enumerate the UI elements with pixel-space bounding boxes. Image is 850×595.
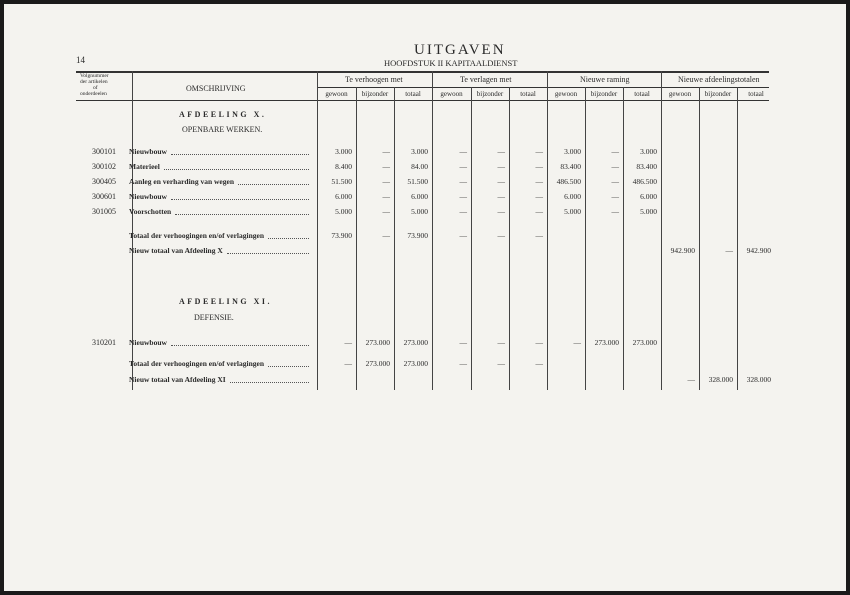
- row-label: Nieuwbouw: [129, 338, 167, 347]
- value-cell: —: [535, 177, 543, 186]
- totaal-cell: —: [382, 231, 390, 240]
- column-rule: [699, 87, 700, 390]
- column-rule: [356, 87, 357, 390]
- group-te-verlagen: Te verlagen met: [460, 75, 512, 84]
- value-cell: 51.500: [407, 177, 428, 186]
- value-cell: —: [344, 338, 352, 347]
- value-cell: 273.000: [403, 338, 428, 347]
- value-cell: 486.500: [632, 177, 657, 186]
- value-cell: 8.400: [335, 162, 352, 171]
- totaal-cell: —: [459, 231, 467, 240]
- group-nieuwe-totalen: Nieuwe afdeelingstotalen: [678, 75, 760, 84]
- value-cell: —: [611, 207, 619, 216]
- dot-leader: [171, 345, 309, 346]
- value-cell: 6.000: [411, 192, 428, 201]
- section-x-subtitle: OPENBARE WERKEN.: [182, 125, 263, 134]
- subheader-totaal: totaal: [520, 90, 536, 98]
- totaal-label: Totaal der verhoogingen en/of verlagingen: [129, 231, 264, 240]
- section-xi-subtitle: DEFENSIE.: [194, 313, 234, 322]
- dot-leader: [227, 253, 309, 254]
- subheader-bijzonder: bijzonder: [704, 90, 732, 98]
- column-rule: [585, 87, 586, 390]
- totaal-cell: 273.000: [365, 359, 390, 368]
- totaal-cell: 273.000: [403, 359, 428, 368]
- subheader-gewoon: gewoon: [440, 90, 463, 98]
- nieuw-totaal-cell: 942.900: [670, 246, 695, 255]
- dot-leader: [171, 154, 309, 155]
- value-cell: —: [497, 147, 505, 156]
- value-cell: —: [382, 192, 390, 201]
- volgnummer-line-3: of: [93, 85, 98, 91]
- value-cell: 3.000: [411, 147, 428, 156]
- dot-leader: [175, 214, 309, 215]
- value-cell: 6.000: [564, 192, 581, 201]
- value-cell: —: [497, 207, 505, 216]
- subheader-gewoon: gewoon: [325, 90, 348, 98]
- nieuw-totaal-label: Nieuw totaal van Afdeeling X: [129, 246, 223, 255]
- column-rule: [547, 71, 548, 390]
- document-page: [4, 4, 846, 591]
- value-cell: 273.000: [594, 338, 619, 347]
- value-cell: —: [459, 147, 467, 156]
- value-cell: —: [535, 207, 543, 216]
- value-cell: 6.000: [335, 192, 352, 201]
- value-cell: —: [382, 162, 390, 171]
- subheader-bijzonder: bijzonder: [476, 90, 504, 98]
- header-bottom-rule: [76, 100, 769, 101]
- nieuw-totaal-cell: 328.000: [746, 375, 771, 384]
- subheader-totaal: totaal: [405, 90, 421, 98]
- nieuw-totaal-cell: 328.000: [708, 375, 733, 384]
- value-cell: 6.000: [640, 192, 657, 201]
- value-cell: 51.500: [331, 177, 352, 186]
- omschrijving-header: OMSCHRIJVING: [186, 84, 246, 93]
- header-mid-rule: [317, 87, 769, 88]
- totaal-cell: —: [344, 359, 352, 368]
- value-cell: —: [611, 192, 619, 201]
- subheader-gewoon: gewoon: [554, 90, 578, 98]
- value-cell: —: [459, 207, 467, 216]
- value-cell: —: [459, 162, 467, 171]
- totaal-cell: —: [535, 359, 543, 368]
- value-cell: —: [535, 192, 543, 201]
- row-label: Materieel: [129, 162, 160, 171]
- value-cell: —: [382, 177, 390, 186]
- value-cell: —: [497, 162, 505, 171]
- volgnummer-line-4: onderdeelen: [80, 91, 107, 97]
- value-cell: 5.000: [640, 207, 657, 216]
- value-cell: —: [611, 147, 619, 156]
- value-cell: —: [611, 177, 619, 186]
- section-xi-title: AFDEELING XI.: [179, 297, 272, 306]
- row-label: Nieuwbouw: [129, 147, 167, 156]
- subheader-bijzonder: bijzonder: [590, 90, 618, 98]
- row-label: Nieuwbouw: [129, 192, 167, 201]
- subheader-totaal: totaal: [634, 90, 650, 98]
- totaal-label: Totaal der verhoogingen en/of verlagingen: [129, 359, 264, 368]
- totaal-cell: 73.900: [331, 231, 352, 240]
- row-label: Aanleg en verharding van wegen: [129, 177, 234, 186]
- value-cell: 486.500: [556, 177, 581, 186]
- value-cell: —: [459, 192, 467, 201]
- row-code: 300601: [92, 192, 116, 201]
- value-cell: 5.000: [564, 207, 581, 216]
- value-cell: 83.400: [560, 162, 581, 171]
- header-top-rule: [76, 71, 769, 73]
- value-cell: 84.00: [411, 162, 428, 171]
- row-label: Voorschotten: [129, 207, 172, 216]
- dot-leader: [164, 169, 309, 170]
- group-te-verhoogen: Te verhoogen met: [345, 75, 403, 84]
- page-title: UITGAVEN: [414, 42, 506, 58]
- dot-leader: [171, 199, 309, 200]
- totaal-cell: —: [459, 359, 467, 368]
- value-cell: —: [382, 147, 390, 156]
- column-rule: [394, 87, 395, 390]
- column-rule: [471, 87, 472, 390]
- value-cell: 273.000: [365, 338, 390, 347]
- value-cell: —: [535, 338, 543, 347]
- nieuw-totaal-cell: 942.900: [746, 246, 771, 255]
- nieuw-totaal-cell: —: [725, 246, 733, 255]
- row-code: 301005: [92, 207, 116, 216]
- dot-leader: [230, 382, 309, 383]
- value-cell: —: [573, 338, 581, 347]
- subheader-gewoon: gewoon: [668, 90, 692, 98]
- value-cell: —: [497, 338, 505, 347]
- totaal-cell: 73.900: [407, 231, 428, 240]
- row-code: 300405: [92, 177, 116, 186]
- column-rule: [317, 71, 318, 390]
- value-cell: 5.000: [411, 207, 428, 216]
- value-cell: —: [497, 177, 505, 186]
- column-rule: [661, 71, 662, 390]
- page-number: 14: [76, 55, 85, 65]
- value-cell: —: [459, 338, 467, 347]
- column-rule: [737, 87, 738, 390]
- value-cell: —: [535, 147, 543, 156]
- column-rule: [623, 87, 624, 390]
- value-cell: —: [497, 192, 505, 201]
- dot-leader: [238, 184, 309, 185]
- dot-leader: [268, 238, 309, 239]
- column-rule: [432, 71, 433, 390]
- page-subtitle: HOOFDSTUK II KAPITAALDIENST: [384, 58, 518, 68]
- value-cell: —: [611, 162, 619, 171]
- value-cell: 3.000: [564, 147, 581, 156]
- value-cell: 3.000: [335, 147, 352, 156]
- value-cell: —: [382, 207, 390, 216]
- value-cell: 83.400: [636, 162, 657, 171]
- nieuw-totaal-cell: —: [687, 375, 695, 384]
- value-cell: —: [459, 177, 467, 186]
- value-cell: 273.000: [632, 338, 657, 347]
- volgnummer-line-1: Volgnummer: [80, 73, 109, 79]
- value-cell: 3.000: [640, 147, 657, 156]
- subheader-totaal: totaal: [748, 90, 764, 98]
- row-code: 300102: [92, 162, 116, 171]
- totaal-cell: —: [497, 359, 505, 368]
- group-nieuwe-raming: Nieuwe raming: [580, 75, 630, 84]
- row-code: 300101: [92, 147, 116, 156]
- dot-leader: [268, 366, 309, 367]
- row-code: 310201: [92, 338, 116, 347]
- totaal-cell: —: [497, 231, 505, 240]
- subheader-bijzonder: bijzonder: [361, 90, 389, 98]
- nieuw-totaal-label: Nieuw totaal van Afdeeling XI: [129, 375, 226, 384]
- value-cell: 5.000: [335, 207, 352, 216]
- totaal-cell: —: [535, 231, 543, 240]
- section-x-title: AFDEELING X.: [179, 110, 267, 119]
- column-rule: [509, 87, 510, 390]
- volgnummer-line-2: der artikelen: [80, 79, 108, 85]
- value-cell: —: [535, 162, 543, 171]
